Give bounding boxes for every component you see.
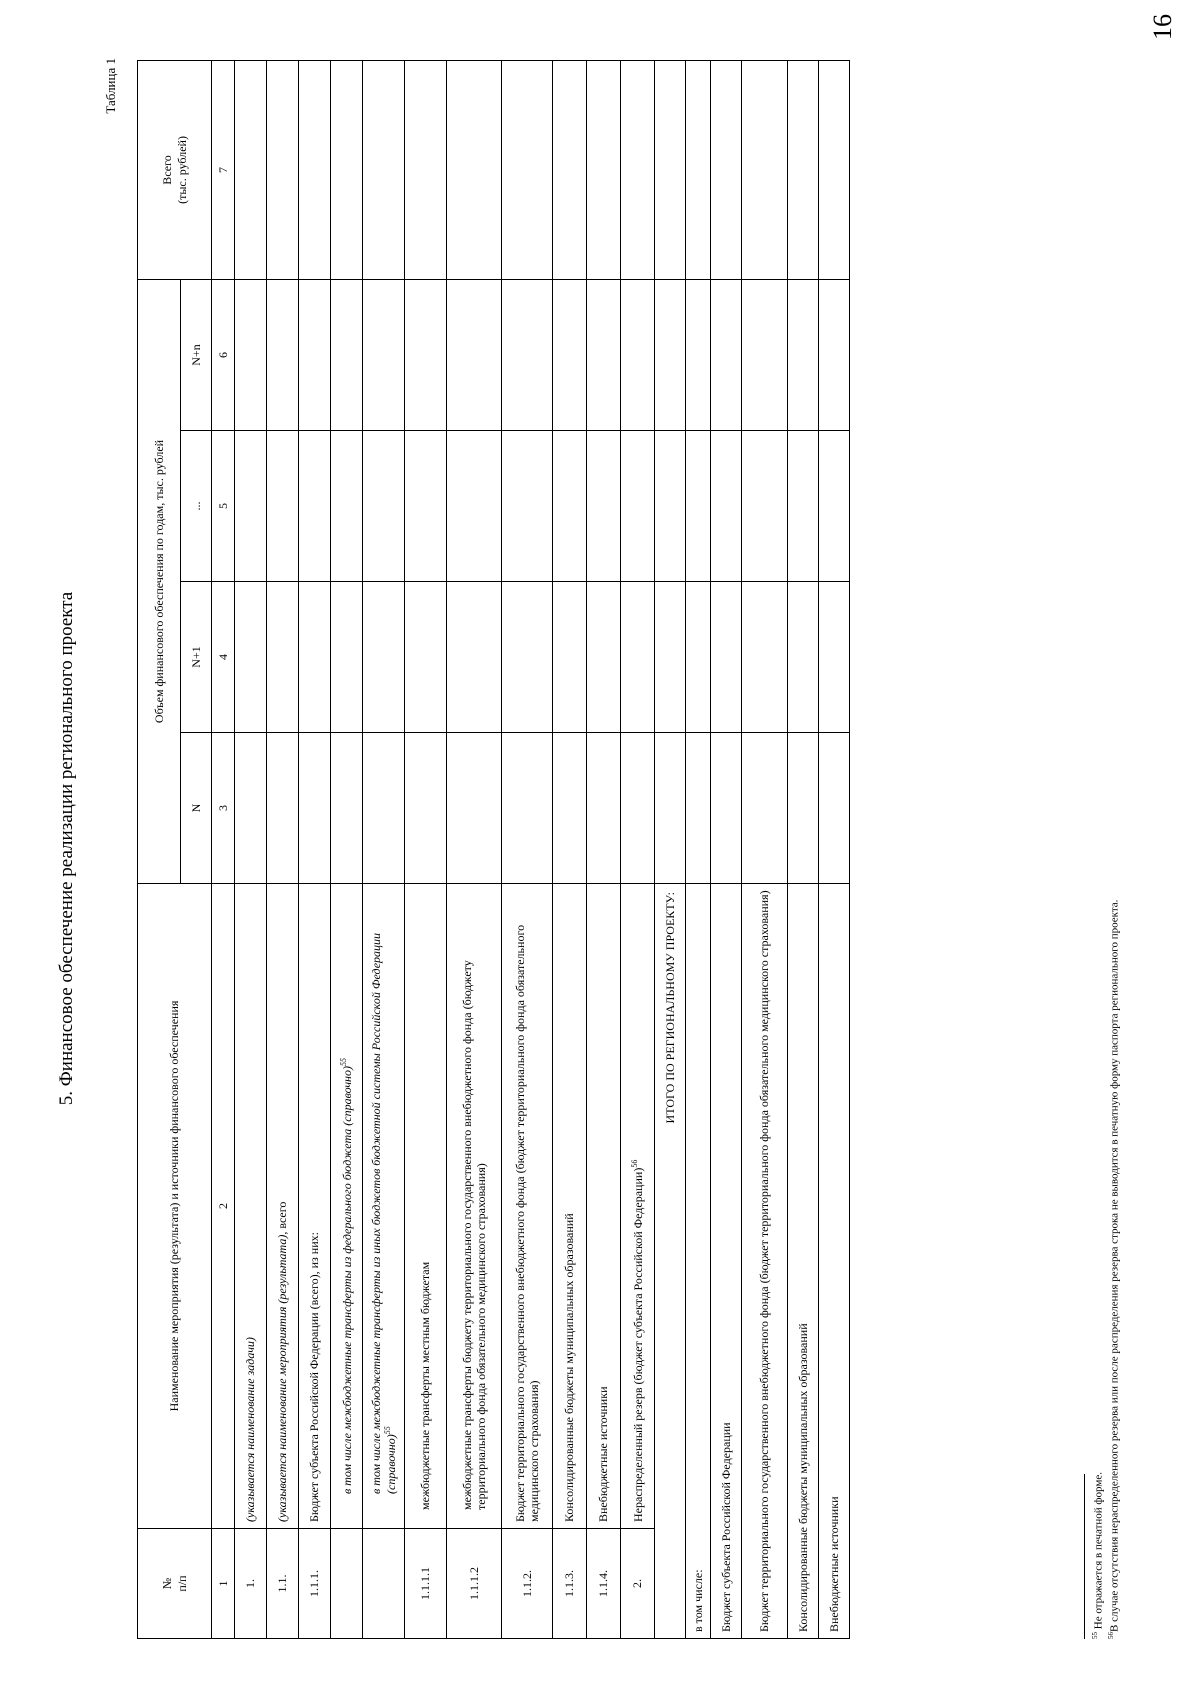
value-cell xyxy=(447,60,502,279)
num-header-cell xyxy=(138,1529,212,1639)
total-row-label: ИТОГО ПО РЕГИОНАЛЬНОМУ ПРОЕКТУ: xyxy=(655,884,686,1639)
value-cell xyxy=(299,431,331,582)
column-number: 6 xyxy=(212,279,235,430)
summary-label: Бюджет территориального государственного внебюджетного фонда (бюджет территориального фонда обязательного медицинского страхования) xyxy=(742,884,788,1639)
value-cell xyxy=(819,279,850,430)
value-cell xyxy=(299,279,331,430)
row-name-italic: (указывается наименование мероприятия (результата) xyxy=(275,1234,290,1522)
value-cell xyxy=(299,60,331,279)
header-row xyxy=(138,60,181,1638)
financing-table xyxy=(137,60,850,1639)
summary-label: Внебюджетные источники xyxy=(819,884,850,1639)
table-row xyxy=(553,60,587,1638)
value-cell xyxy=(267,279,299,430)
value-cell xyxy=(363,431,405,582)
row-number xyxy=(331,1529,363,1639)
row-name: межбюджетные трансферты местным бюджетам xyxy=(405,884,447,1529)
table-row xyxy=(621,60,655,1638)
value-cell xyxy=(686,733,711,884)
table-row xyxy=(235,60,267,1638)
value-cell xyxy=(502,733,553,884)
value-cell xyxy=(299,582,331,733)
table-row xyxy=(502,60,553,1638)
value-cell xyxy=(621,279,655,430)
value-cell xyxy=(331,582,363,733)
value-cell xyxy=(363,60,405,279)
row-number: 1.1.1. xyxy=(299,1529,331,1639)
year-header: N+n xyxy=(181,279,212,430)
summary-row xyxy=(686,60,711,1638)
num-header-bottom: п/п xyxy=(174,1575,189,1592)
value-cell xyxy=(788,431,819,582)
footnote-divider xyxy=(1084,1474,1085,1639)
value-cell xyxy=(447,279,502,430)
summary-row xyxy=(788,60,819,1638)
row-name: Внебюджетные источники xyxy=(587,884,621,1529)
table-label: Таблица 1 xyxy=(103,58,118,114)
footnote-56 xyxy=(1107,900,1121,1639)
value-cell xyxy=(711,279,742,430)
column-number: 5 xyxy=(212,431,235,582)
total-row xyxy=(655,60,686,1638)
footnote-ref: 56 xyxy=(629,1159,639,1168)
row-number: 1.1.3. xyxy=(553,1529,587,1639)
table-row xyxy=(299,60,331,1638)
value-cell xyxy=(405,733,447,884)
value-cell xyxy=(711,582,742,733)
value-cell xyxy=(742,279,788,430)
value-cell xyxy=(405,582,447,733)
value-cell xyxy=(502,431,553,582)
value-cell xyxy=(686,582,711,733)
value-cell xyxy=(405,431,447,582)
total-header-cell xyxy=(138,60,212,279)
value-cell xyxy=(553,733,587,884)
table-row xyxy=(331,60,363,1638)
row-name: Бюджет территориального государственного внебюджетного фонда (бюджет территориального фонда обязательного медицинского страхования) xyxy=(502,884,553,1529)
value-cell xyxy=(405,60,447,279)
value-cell xyxy=(655,279,686,430)
value-cell xyxy=(788,60,819,279)
value-cell xyxy=(363,582,405,733)
row-name: в том числе межбюджетные трансферты из федерального бюджета (справочно) xyxy=(339,1066,354,1494)
value-cell xyxy=(621,733,655,884)
value-cell xyxy=(235,279,267,430)
page-title: 5. Финансовое обеспечение реализации регионального проекта xyxy=(56,591,77,1106)
value-cell xyxy=(788,582,819,733)
value-cell xyxy=(742,733,788,884)
row-name: (указывается наименование задачи) xyxy=(235,884,267,1529)
value-cell xyxy=(711,60,742,279)
page-number: 16 xyxy=(1148,14,1177,40)
value-cell xyxy=(819,733,850,884)
value-cell xyxy=(655,431,686,582)
value-cell xyxy=(655,582,686,733)
row-name-cell xyxy=(621,884,655,1529)
column-number: 3 xyxy=(212,733,235,884)
value-cell xyxy=(819,582,850,733)
value-cell xyxy=(587,60,621,279)
row-number: 1.1.2. xyxy=(502,1529,553,1639)
column-number: 4 xyxy=(212,582,235,733)
total-header: Всего xyxy=(160,155,175,185)
table-row xyxy=(405,60,447,1638)
value-cell xyxy=(742,431,788,582)
value-cell xyxy=(553,582,587,733)
footnote-number: 56 xyxy=(1107,1632,1115,1639)
value-cell xyxy=(819,431,850,582)
value-cell xyxy=(267,431,299,582)
table-row xyxy=(267,60,299,1638)
column-number: 1 xyxy=(212,1529,235,1639)
value-cell xyxy=(819,60,850,279)
row-name: Нераспределенный резерв (бюджет субъекта Российской Федерации) xyxy=(630,1167,645,1522)
footnote-text: В случае отсутствия нераспределенного резерва или после распределения резерва строка не выводится в печатную форму паспорта регионального проекта. xyxy=(1108,899,1121,1632)
value-cell xyxy=(553,60,587,279)
row-number: 2. xyxy=(621,1529,655,1639)
value-cell xyxy=(235,733,267,884)
footnote-number: 55 xyxy=(1091,1632,1099,1639)
row-name: Бюджет субъекта Российской Федерации (всего), из них: xyxy=(299,884,331,1529)
value-cell xyxy=(235,431,267,582)
value-cell xyxy=(267,582,299,733)
footnote-ref: 55 xyxy=(383,1426,392,1435)
value-cell xyxy=(502,582,553,733)
column-number: 7 xyxy=(212,60,235,279)
value-cell xyxy=(267,733,299,884)
value-cell xyxy=(502,279,553,430)
value-cell xyxy=(788,279,819,430)
row-number xyxy=(363,1529,405,1639)
value-cell xyxy=(299,733,331,884)
value-cell xyxy=(447,733,502,884)
value-cell xyxy=(553,279,587,430)
summary-row xyxy=(711,60,742,1638)
column-number-row xyxy=(212,60,235,1638)
value-cell xyxy=(587,279,621,430)
value-cell xyxy=(788,733,819,884)
value-cell xyxy=(587,733,621,884)
total-header-unit: (тыс. рублей) xyxy=(174,136,189,204)
value-cell xyxy=(655,733,686,884)
value-cell xyxy=(686,279,711,430)
table-row xyxy=(587,60,621,1638)
value-cell xyxy=(447,582,502,733)
footnote-ref: 55 xyxy=(338,1058,348,1066)
table-row xyxy=(363,60,405,1638)
summary-label: Консолидированные бюджеты муниципальных образований xyxy=(788,884,819,1639)
value-cell xyxy=(621,431,655,582)
value-cell xyxy=(621,60,655,279)
value-cell xyxy=(235,60,267,279)
row-name-plain: , всего xyxy=(275,1201,290,1235)
column-number: 2 xyxy=(212,884,235,1529)
row-name: Консолидированные бюджеты муниципальных образований xyxy=(553,884,587,1529)
value-cell xyxy=(587,431,621,582)
year-header: ... xyxy=(181,431,212,582)
row-number: 1.1. xyxy=(267,1529,299,1639)
row-name-cell xyxy=(267,884,299,1529)
value-cell xyxy=(235,582,267,733)
value-cell xyxy=(587,582,621,733)
value-cell xyxy=(331,431,363,582)
value-cell xyxy=(742,582,788,733)
value-cell xyxy=(447,431,502,582)
summary-row xyxy=(742,60,788,1638)
row-name: межбюджетные трансферты бюджету территориального государственного внебюджетного фонда (бюджету территориального фонда обязательного медицинского страхования) xyxy=(447,884,502,1529)
value-cell xyxy=(711,431,742,582)
row-name-cell xyxy=(331,884,363,1529)
value-cell xyxy=(621,582,655,733)
footnote-55 xyxy=(1091,1472,1105,1639)
row-name-cell xyxy=(363,884,405,1529)
row-number: 1.1.4. xyxy=(587,1529,621,1639)
row-number: 1. xyxy=(235,1529,267,1639)
value-cell xyxy=(331,279,363,430)
value-cell xyxy=(267,60,299,279)
name-header: Наименование мероприятия (результата) и источники финансового обеспечения xyxy=(138,884,212,1529)
value-cell xyxy=(363,733,405,884)
row-name: в том числе межбюджетные трансферты из иных бюджетов бюджетной системы Российской Федерации (справочно) xyxy=(368,932,398,1494)
footnote-text: Не отражается в печатной форме. xyxy=(1092,1472,1105,1632)
value-cell xyxy=(711,733,742,884)
value-cell xyxy=(331,733,363,884)
value-cell xyxy=(363,279,405,430)
num-header-top: № xyxy=(160,1577,175,1590)
volume-header: Объем финансового обеспечения по годам, тыс. рублей xyxy=(138,279,181,883)
value-cell xyxy=(405,279,447,430)
table-row xyxy=(447,60,502,1638)
year-header: N+1 xyxy=(181,582,212,733)
value-cell xyxy=(686,60,711,279)
year-header: N xyxy=(181,733,212,884)
value-cell xyxy=(686,431,711,582)
summary-row xyxy=(819,60,850,1638)
value-cell xyxy=(742,60,788,279)
summary-label: в том числе: xyxy=(686,884,711,1639)
row-number: 1.1.1.1 xyxy=(405,1529,447,1639)
value-cell xyxy=(553,431,587,582)
row-number: 1.1.1.2 xyxy=(447,1529,502,1639)
summary-label: Бюджет субъекта Российской Федерации xyxy=(711,884,742,1639)
value-cell xyxy=(502,60,553,279)
value-cell xyxy=(655,60,686,279)
value-cell xyxy=(331,60,363,279)
